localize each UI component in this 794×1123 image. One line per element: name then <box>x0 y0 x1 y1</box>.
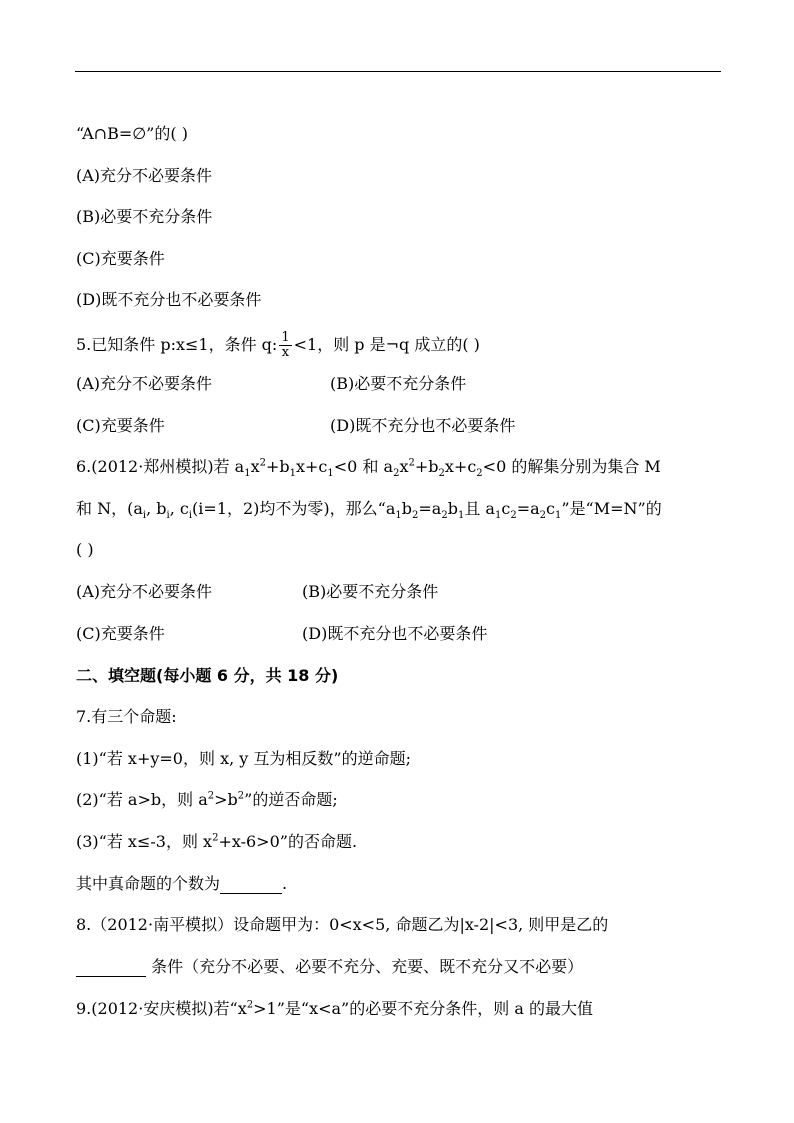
q6-text: ”是“M=N”的 <box>561 499 662 518</box>
q7-sup: 2 <box>237 790 245 802</box>
q7-item-2 <box>76 790 338 810</box>
q6-sub: 1 <box>395 510 402 522</box>
q6-text: x <box>250 457 260 476</box>
q6-sup: 2 <box>408 457 415 469</box>
q6-text: c <box>546 499 555 518</box>
q6-sub: i <box>166 510 170 522</box>
q6-sup: 2 <box>259 457 266 469</box>
q5-option-d: (D)既不充分也不必要条件 <box>330 416 516 435</box>
q6-text: +b <box>414 457 439 476</box>
section-title: 二、填空题(每小题 6 分，共 18 分) <box>76 666 339 685</box>
q6-sub: 1 <box>555 510 562 522</box>
q4-option-b: (B)必要不充分条件 <box>76 207 213 226</box>
q6-text: +b <box>265 457 290 476</box>
q7-title: 7.有三个命题: <box>76 707 177 726</box>
q5-frac-num: 1 <box>281 330 290 345</box>
q6-sub: 1 <box>457 510 465 522</box>
q6-text: x+c <box>296 457 328 476</box>
q6-text: =a <box>516 499 540 518</box>
q5-stem-prefix: 5.已知条件 p:x≤1，条件 q: <box>76 335 278 354</box>
q4-option-a: (A)充分不必要条件 <box>76 166 213 185</box>
q7-text: . <box>282 874 288 893</box>
q6-option-a: (A)充分不必要条件 <box>76 582 213 601</box>
q6-text: x <box>399 457 409 476</box>
q6-sub: 2 <box>476 468 483 480</box>
q6-sub: 2 <box>441 510 448 522</box>
q7-sup: 2 <box>212 832 219 844</box>
q4-option-c: (C)充要条件 <box>76 249 165 268</box>
q5-frac-den: x <box>281 345 290 360</box>
q6-option-b: (B)必要不充分条件 <box>302 582 439 601</box>
q5-option-b: (B)必要不充分条件 <box>330 374 467 393</box>
q9-text: >1”是“x<a”的必要不充分条件，则 a 的最大值 <box>253 999 593 1018</box>
q7-text: >b <box>214 790 238 809</box>
q6-sub: i <box>188 510 193 522</box>
q6-sub: 2 <box>438 468 445 480</box>
q5-option-a: (A)充分不必要条件 <box>76 374 213 393</box>
q7-text: (3)“若 x≤-3，则 x <box>76 832 213 851</box>
q6-text: (i=1，2)均不为零)，那么“a <box>192 499 396 518</box>
q6-stem-line2 <box>76 499 662 522</box>
q6-sub: 1 <box>289 468 296 480</box>
q6-text: 且 a <box>464 499 495 518</box>
q9-text: 9.(2012·安庆模拟)若“x <box>76 999 247 1018</box>
q5-stem <box>76 331 480 360</box>
q7-text: +x-6>0”的否命题. <box>218 832 358 851</box>
q6-text: =a <box>418 499 442 518</box>
q5-stem-suffix: <1，则 p 是¬q 成立的( ) <box>293 335 480 354</box>
q6-sub: 2 <box>393 468 400 480</box>
q6-text: b <box>401 499 413 518</box>
q9-stem-line1 <box>76 999 593 1019</box>
q8-stem-line2 <box>76 957 583 977</box>
q6-text: 6.(2012·郑州模拟)若 a <box>76 457 245 476</box>
q6-stem-line1 <box>76 457 661 480</box>
q6-stem-line3: ( ) <box>76 540 94 559</box>
q6-text: <0 的解集分别为集合 M <box>482 457 661 476</box>
q6-text: , b <box>146 499 167 518</box>
q6-text: 和 N，(a <box>76 499 143 518</box>
q4-option-d: (D)既不充分也不必要条件 <box>76 290 262 309</box>
header-rule <box>75 71 721 72</box>
q6-sub: 1 <box>494 510 502 522</box>
q8-text: 条件（充分不必要、必要不充分、充要、既不充分又不必要） <box>151 957 584 976</box>
q6-sub: 2 <box>510 510 517 522</box>
q6-sub: 1 <box>327 468 334 480</box>
q6-sub: 2 <box>412 510 419 522</box>
q5-fraction <box>279 331 291 360</box>
q5-option-c: (C)充要条件 <box>76 416 165 435</box>
q6-text: <0 和 a <box>333 457 394 476</box>
q9-sup: 2 <box>246 999 254 1011</box>
q6-option-d: (D)既不充分也不必要条件 <box>302 624 488 643</box>
q6-text: , c <box>169 499 189 518</box>
q7-answer-line <box>76 874 287 894</box>
q6-text: c <box>501 499 511 518</box>
q7-item-3 <box>76 832 357 852</box>
q7-text: (2)“若 a>b，则 a <box>76 790 208 809</box>
q6-text: x+c <box>444 457 477 476</box>
q7-item-1: (1)“若 x+y=0，则 x, y 互为相反数”的逆命题; <box>76 749 411 768</box>
q6-text: b <box>447 499 458 518</box>
q6-sub: 2 <box>539 510 547 522</box>
q4-stem: “A∩B=∅”的( ) <box>76 124 188 143</box>
q7-text: ”的逆否命题; <box>244 790 338 809</box>
q7-text: 其中真命题的个数为 <box>76 874 221 893</box>
q8-stem-line1: 8.（2012·南平模拟）设命题甲为：0<x<5, 命题乙为|x-2|<3, 则甲是乙的 <box>76 915 609 934</box>
q6-option-c: (C)充要条件 <box>76 624 165 643</box>
q6-sub: 1 <box>244 468 251 480</box>
q6-sub: i <box>142 510 147 522</box>
answer-blank <box>220 877 282 894</box>
answer-blank <box>76 960 146 977</box>
q7-sup: 2 <box>207 790 215 802</box>
